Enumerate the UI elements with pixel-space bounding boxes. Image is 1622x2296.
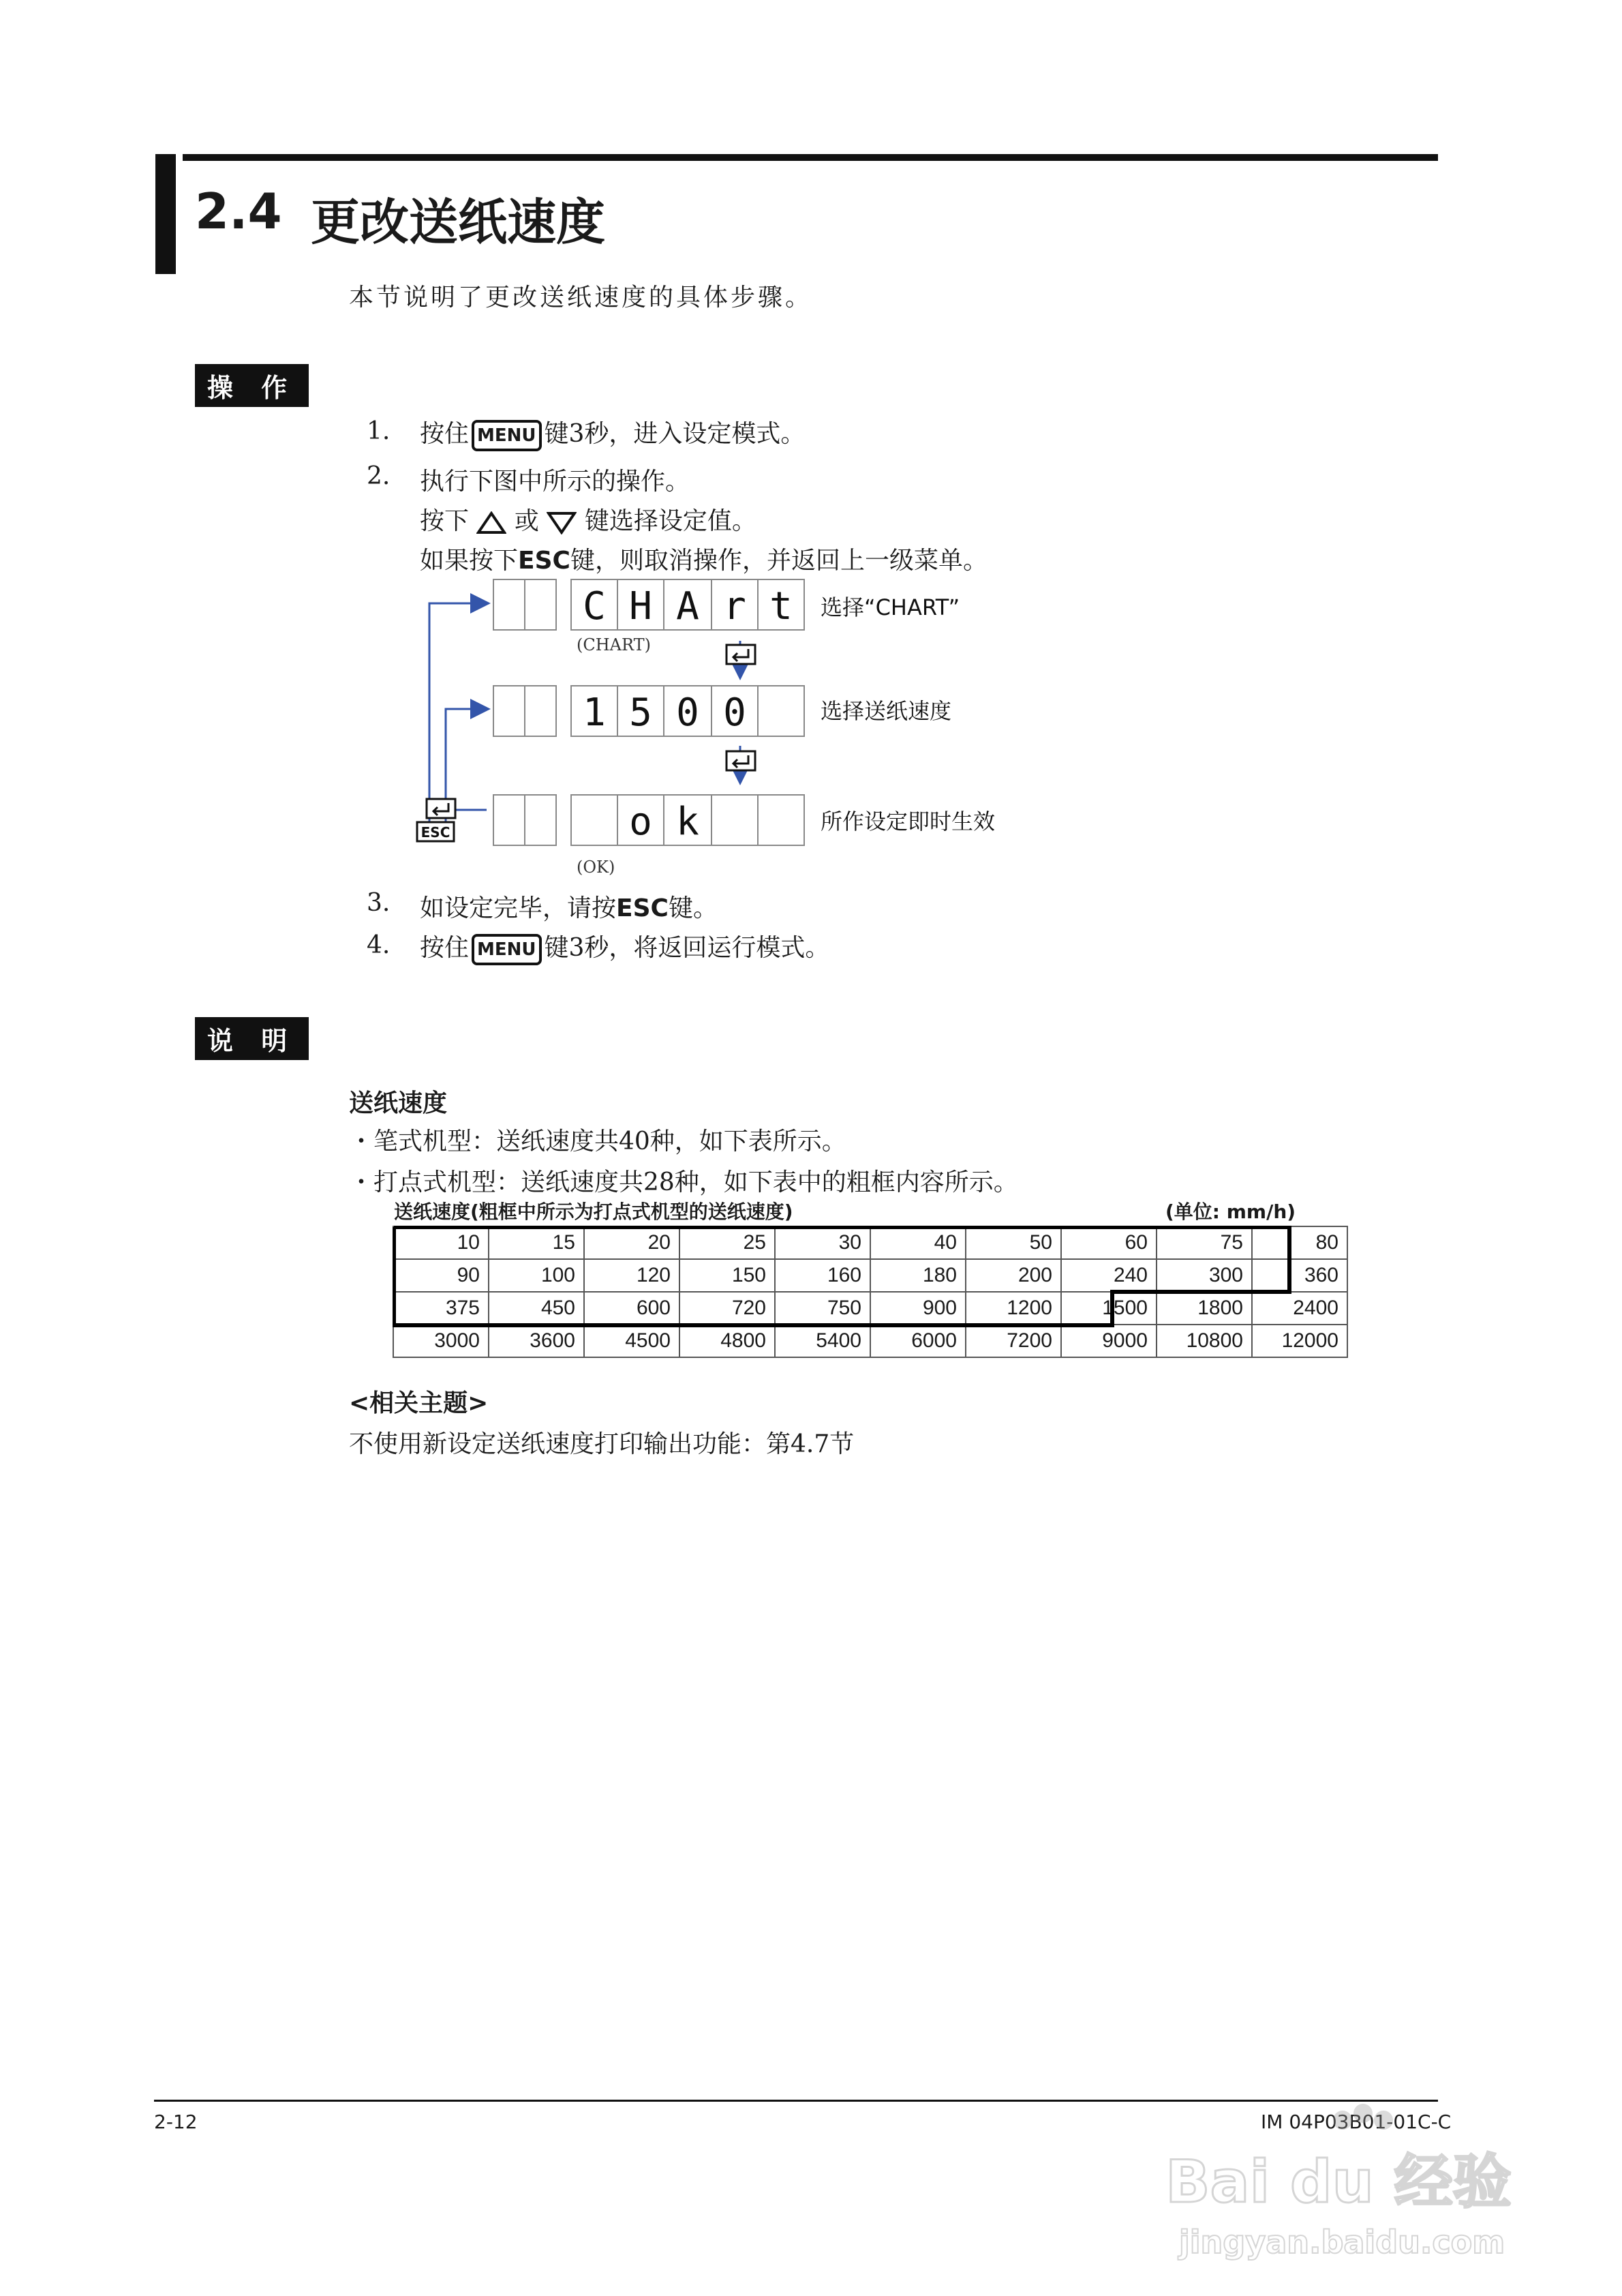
table-cell: 60 — [1061, 1226, 1157, 1259]
table-cell: 375 — [393, 1292, 489, 1325]
seg-digit: o — [629, 800, 652, 844]
seg-digit: A — [676, 584, 699, 629]
step-3-post: 键。 — [668, 894, 718, 922]
menu-key-icon: MENU — [472, 420, 542, 451]
step-1-number: 1. — [367, 417, 391, 445]
table-cell: 120 — [584, 1259, 679, 1292]
speed-table-wrap — [393, 1226, 1348, 1358]
table-cell: 100 — [489, 1259, 584, 1292]
table-cell: 12000 — [1252, 1325, 1347, 1357]
seg-digit: t — [769, 584, 793, 629]
enter-key-icon — [726, 645, 755, 664]
table-caption: 送纸速度(粗框中所示为打点式机型的送纸速度) — [394, 1200, 793, 1223]
table-cell: 1500 — [1061, 1292, 1157, 1325]
operation-tag: 操 作 — [195, 364, 309, 407]
seg-digit: 5 — [629, 691, 652, 735]
row3-label: 所作设定即时生效 — [821, 809, 996, 834]
esc-key-text: ESC — [420, 824, 450, 841]
table-unit: (单位: mm/h) — [1165, 1200, 1296, 1223]
table-cell: 75 — [1157, 1226, 1252, 1259]
esc-key-label: ESC — [518, 547, 570, 575]
table-cell: 80 — [1252, 1226, 1347, 1259]
explanation-heading: 送纸速度 — [349, 1089, 448, 1117]
row3-sub-label: (OK) — [577, 858, 615, 877]
bullet-pen-model: ・笔式机型：送纸速度共40种，如下表所示。 — [349, 1128, 846, 1155]
table-cell: 7200 — [966, 1325, 1061, 1357]
step-2c-post: 键，则取消操作，并返回上一级菜单。 — [570, 547, 988, 575]
table-cell: 10800 — [1157, 1325, 1252, 1357]
esc-key-icon — [417, 822, 454, 841]
table-cell: 9000 — [1061, 1325, 1157, 1357]
section-number: 2.4 — [195, 183, 282, 240]
menu-key-icon: MENU — [472, 934, 542, 965]
table-cell: 4800 — [679, 1325, 775, 1357]
table-cell: 25 — [679, 1226, 775, 1259]
step-3-number: 3. — [367, 889, 391, 917]
watermark-brand: Bai du 经验 — [1165, 2148, 1512, 2216]
step-1-pre: 按住 — [420, 420, 470, 448]
seg-digit: 0 — [676, 691, 699, 735]
step-4-number: 4. — [367, 931, 391, 959]
bullet-dot-model: ・打点式机型：送纸速度共28种，如下表中的粗框内容所示。 — [349, 1168, 1018, 1196]
header-rule — [183, 154, 1438, 161]
table-cell: 50 — [966, 1226, 1061, 1259]
step-2-keys — [420, 502, 756, 537]
enter-key-icon — [726, 751, 755, 770]
table-cell: 30 — [775, 1226, 870, 1259]
step-4-pre: 按住 — [420, 934, 470, 962]
document-id: IM 04P03B01-01C-C — [1261, 2111, 1452, 2133]
down-triangle-icon — [547, 511, 577, 534]
section-title: 更改送纸速度 — [311, 194, 606, 251]
table-cell: 3600 — [489, 1325, 584, 1357]
table-cell: 4500 — [584, 1325, 679, 1357]
table-cell: 160 — [775, 1259, 870, 1292]
table-cell: 360 — [1252, 1259, 1347, 1292]
table-cell: 6000 — [870, 1325, 966, 1357]
related-text: 不使用新设定送纸速度打印输出功能：第4.7节 — [349, 1430, 855, 1458]
table-cell: 450 — [489, 1292, 584, 1325]
table-cell: 300 — [1157, 1259, 1252, 1292]
table-cell: 20 — [584, 1226, 679, 1259]
step-2b-post: 键选择设定值。 — [584, 507, 756, 535]
table-cell: 150 — [679, 1259, 775, 1292]
seg-digit: 0 — [723, 691, 746, 735]
explanation-tag: 说 明 — [195, 1017, 309, 1060]
esc-key-label: ESC — [616, 894, 669, 922]
table-cell: 240 — [1061, 1259, 1157, 1292]
step-3-pre: 如设定完毕，请按 — [420, 894, 617, 922]
baidu-watermark — [1152, 2093, 1533, 2270]
table-cell: 1200 — [966, 1292, 1061, 1325]
small-display-boxes — [493, 579, 556, 845]
table-cell: 15 — [489, 1226, 584, 1259]
table-cell: 200 — [966, 1259, 1061, 1292]
seg-digit: k — [676, 800, 699, 844]
table-cell: 600 — [584, 1292, 679, 1325]
step-1-post: 键3秒，进入设定模式。 — [544, 420, 806, 448]
table-cell: 5400 — [775, 1325, 870, 1357]
up-triangle-icon — [476, 511, 506, 534]
table-cell: 90 — [393, 1259, 489, 1292]
step-4 — [420, 928, 829, 965]
step-4-post: 键3秒，将返回运行模式。 — [544, 934, 830, 962]
step-2b-mid: 或 — [514, 507, 539, 535]
step-3 — [420, 889, 718, 924]
table-cell: 900 — [870, 1292, 966, 1325]
dot-model-bold-frame — [393, 1226, 1292, 1362]
seg-digit: 1 — [583, 691, 606, 735]
row2-label: 选择送纸速度 — [821, 698, 952, 724]
step-2-number: 2. — [367, 462, 391, 490]
step-2c-pre: 如果按下 — [420, 547, 519, 575]
table-cell: 750 — [775, 1292, 870, 1325]
intro-text: 本节说明了更改送纸速度的具体步骤。 — [349, 284, 813, 312]
table-cell: 1800 — [1157, 1292, 1252, 1325]
table-cell: 180 — [870, 1259, 966, 1292]
table-cell: 3000 — [393, 1325, 489, 1357]
table-cell: 720 — [679, 1292, 775, 1325]
seg-digit: C — [583, 584, 606, 629]
table-cell: 40 — [870, 1226, 966, 1259]
enter-key-icon — [427, 799, 455, 818]
step-1 — [420, 414, 805, 451]
operation-diagram — [409, 570, 1090, 883]
table-cell: 2400 — [1252, 1292, 1347, 1325]
step-2-text: 执行下图中所示的操作。 — [420, 468, 690, 496]
row1-sub-label: (CHART) — [577, 635, 652, 654]
step-2b-pre: 按下 — [420, 507, 470, 535]
watermark-url: jingyan.baidu.com — [1179, 2224, 1505, 2261]
page-number: 2-12 — [154, 2111, 198, 2133]
related-heading: <相关主题> — [349, 1389, 489, 1417]
seg-digit: r — [723, 584, 746, 629]
row1-label: 选择“CHART” — [821, 594, 960, 620]
section-marker-bar — [155, 154, 176, 274]
seg-digit: H — [629, 584, 652, 629]
table-cell: 10 — [393, 1226, 489, 1259]
